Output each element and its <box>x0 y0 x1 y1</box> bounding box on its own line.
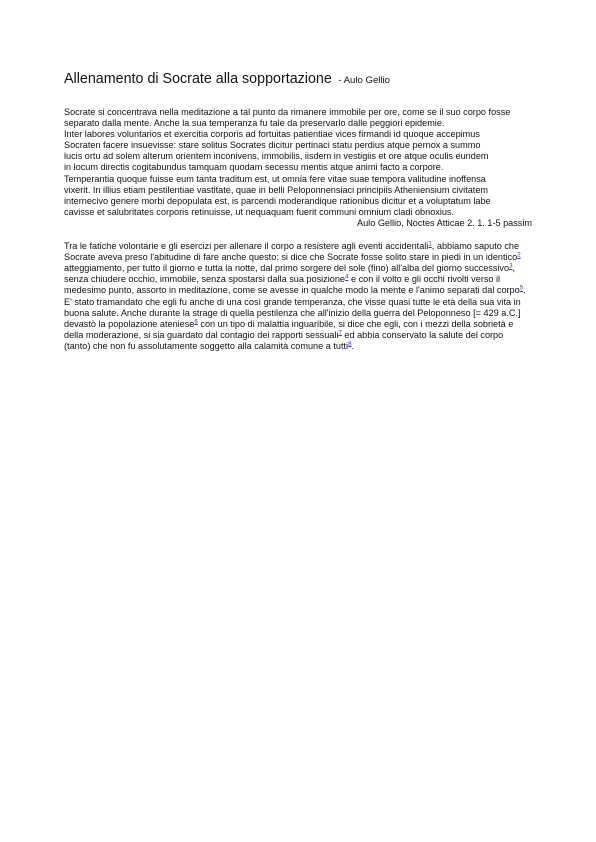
footnote-link-4[interactable]: 4 <box>345 273 349 281</box>
footnote-link-3[interactable]: 3 <box>509 262 513 270</box>
footnote-link-5[interactable]: 5 <box>519 285 524 293</box>
footnote-link-6[interactable]: 6 <box>194 318 198 326</box>
latin-line: Temperantia quoque fuisse eum tanta traditum est, ut omnia fere vitae suae tempora valitudine inoffensa <box>64 173 486 184</box>
translation-text: . <box>351 340 355 351</box>
latin-line: cavisse et salubritates corporis retinuisse, ut nequaquam fuerit communi omnium cladi obnoxius. <box>64 206 455 217</box>
title-row <box>64 70 532 89</box>
author-credit: - Aulo Gellio <box>338 75 391 86</box>
footnote-link-7[interactable]: 7 <box>338 329 342 337</box>
translation-text: , senza chiudere occhio, immobile, senza spostarsi dalla sua posizione <box>64 263 516 285</box>
latin-line: Socraten facere insuevisse: stare solitus Socrates dicitur pertinaci statu perdius atque pernox a summo <box>64 140 481 151</box>
latin-line: internecivo genere morbi depopulata est, is parcendi moderandique rationibus dicitur et a voluptatum labe <box>64 195 491 206</box>
translation-text: ed abbia conservato la salute del corpo (tanto) che non fu assolutamente soggetto alla calamità comune a tutti <box>64 329 504 351</box>
translation-text: con un tipo di malattia inguaribile, si dice che egli, con i mezzi della sobrietà e della moderazione, si sia guardato dal contagio dei rapporti sessuali <box>64 318 514 340</box>
footnote-link-1[interactable]: 1 <box>428 240 432 248</box>
latin-text <box>64 129 532 218</box>
translation-text: atteggiamento, per tutto il giorno e tutta la notte, dal primo sorgere del sole (fino) all'alba del giorno successivo <box>64 263 510 274</box>
translation-text: e con il volto e gli occhi rivolti verso il medesimo punto, assorto in meditazione, come se avesse in qualche modo la mente e l'animo separati dal corpo <box>64 274 520 296</box>
translation-text: Tra le fatiche volontarie e gli esercizi per allenare il corpo a resistere agli eventi accidentali <box>64 241 429 252</box>
latin-line: in locum directis cogitabundus tamquam quodam secessu mentis atque animi facto a corpore. <box>64 162 444 173</box>
latin-line: lucis ortu ad solem alterum orientem inconivens, immobilis, iisdem in vestigiis et ore atque oculis eundem <box>64 151 489 162</box>
document-page <box>64 70 532 352</box>
intro-paragraph: Socrate si concentrava nella meditazione a tal punto da rimanere immobile per ore, come se il suo corpo fosse separato dalla mente. Anche la sua temperanza fu tale da preservarlo dalle peggiori epidemie. <box>64 107 511 129</box>
translation-text: . E' stato tramandato che egli fu anche di una così grande temperanza, che visse quasi tutte le età della sua vita in buona salute. Anche durante la strage di quella pestilenza che all'inizio della guerra del Peloponneso [= 429 a.C.] devastò la popolazione ateniese <box>64 285 526 329</box>
page-title: Allenamento di Socrate alla sopportazione <box>64 71 332 87</box>
latin-line: Inter labores voluntarios et exercitia corporis ad fortuitas patientiae vices firmandi id quoque accepimus <box>64 129 480 140</box>
footnote-link-2[interactable]: 2 <box>517 251 521 259</box>
translation-text: , abbiamo saputo che Socrate aveva preso l'abitudine di fare anche questo: si dice che Socrate fosse solito stare in piedi in un identico <box>64 241 520 263</box>
source-citation: Aulo Gellio, Noctes Atticae 2. 1. 1-5 passim <box>357 217 532 228</box>
footnote-link-8[interactable]: 8 <box>348 340 352 348</box>
latin-line: vixerit. In illius etiam pestilentiae vastitate, quae in belli Peloponnensiaci principiis Atheniensium civitatem <box>64 184 489 195</box>
translation-paragraph <box>64 241 532 352</box>
